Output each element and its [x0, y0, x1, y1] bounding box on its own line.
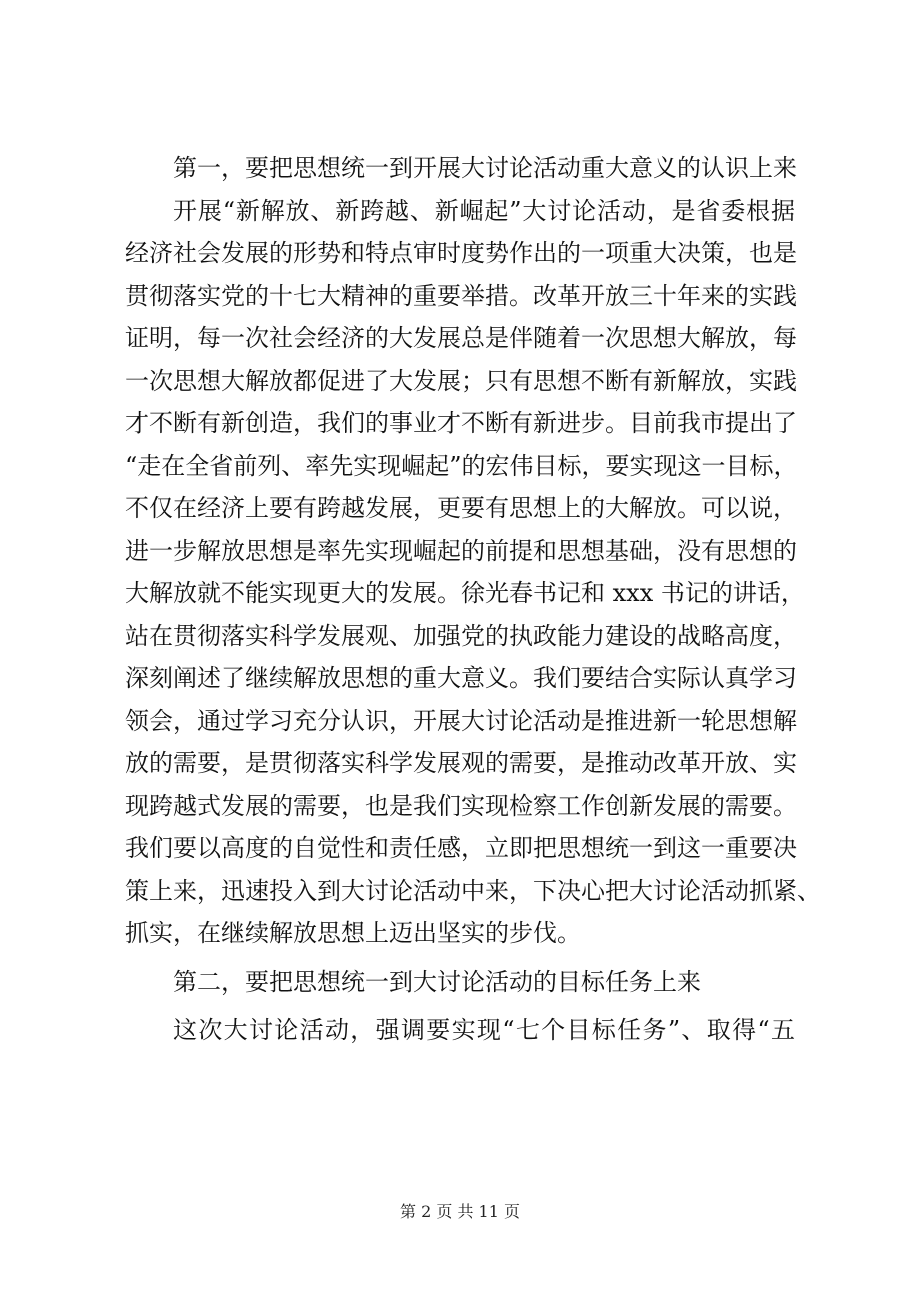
- paragraph-line: 证明，每一次社会经济的大发展总是伴随着一次思想大解放，每: [125, 324, 797, 352]
- paragraph-line: 领会，通过学习充分认识，开展大讨论活动是推进新一轮思想解: [125, 706, 797, 735]
- paragraph-line: 这次大讨论活动，强调要实现“七个目标任务”、取得“五: [173, 1016, 795, 1044]
- document-body: [125, 147, 821, 1052]
- page-footer: 第 2 页 共 11 页: [400, 1202, 520, 1221]
- paragraph-line: 抓实，在继续解放思想上迈出坚实的步伐。: [125, 919, 581, 947]
- paragraph-line: “走在全省前列、率先实现崛起”的宏伟目标，要实现这一目标，: [125, 451, 798, 480]
- paragraph-line: 深刻阐述了继续解放思想的重大意义。我们要结合实际认真学习: [125, 664, 797, 692]
- paragraph-line: 放的需要，是贯彻落实科学发展观的需要，是推动改革开放、实: [125, 749, 797, 777]
- paragraph-line: 一次思想大解放都促进了大发展；只有思想不断有新解放，实践: [125, 366, 797, 395]
- paragraph-line: 我们要以高度的自觉性和责任感，立即把思想统一到这一重要决: [125, 834, 797, 862]
- paragraph-line: 不仅在经济上要有跨越发展，更要有思想上的大解放。可以说，: [125, 494, 797, 522]
- paragraph-2: [125, 1009, 795, 1052]
- paragraph-line: 开展“新解放、新跨越、新崛起”大讨论活动，是省委根据: [173, 196, 795, 225]
- paragraph-1: [125, 190, 821, 955]
- paragraph-line: 才不断有新创造，我们的事业才不断有新进步。目前我市提出了: [125, 409, 797, 437]
- paragraph-line: 策上来，迅速投入到大讨论活动中来，下决心把大讨论活动抓紧、: [125, 876, 821, 905]
- section-heading-1: 第一，要把思想统一到开展大讨论活动重大意义的认识上来: [173, 154, 797, 182]
- paragraph-line: 站在贯彻落实科学发展观、加强党的执政能力建设的战略高度，: [125, 621, 797, 650]
- paragraph-line: 进一步解放思想是率先实现崛起的前提和思想基础，没有思想的: [125, 536, 797, 565]
- paragraph-line: 经济社会发展的形势和特点审时度势作出的一项重大决策，也是: [125, 239, 797, 267]
- paragraph-line: 现跨越式发展的需要，也是我们实现检察工作创新发展的需要。: [125, 791, 797, 820]
- paragraph-line: 贯彻落实党的十七大精神的重要举措。改革开放三十年来的实践: [125, 281, 797, 310]
- section-heading-2: 第二，要把思想统一到大讨论活动的目标任务上来: [173, 967, 701, 996]
- paragraph-line: 大解放就不能实现更大的发展。徐光春书记和 xxx 书记的讲话，: [125, 579, 805, 607]
